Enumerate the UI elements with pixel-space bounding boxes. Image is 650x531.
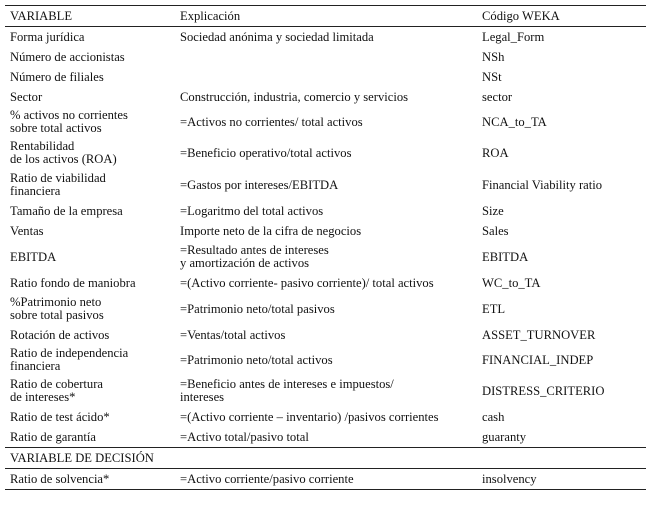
cell-variable: Rotación de activos — [10, 327, 110, 342]
cell-codigo: WC_to_TA — [482, 275, 541, 290]
table-row — [5, 221, 646, 241]
cell-codigo: Legal_Form — [482, 29, 545, 44]
header-codigo-weka: Código WEKA — [477, 6, 646, 27]
cell-variable: Número de filiales — [10, 69, 104, 84]
cell-codigo: ETL — [482, 301, 506, 316]
cell-codigo: cash — [482, 409, 505, 424]
table-header-row — [5, 6, 646, 27]
cell-variable: Número de accionistas — [10, 49, 125, 64]
table-row — [5, 137, 646, 169]
cell-explicacion: =Patrimonio neto/total pasivos — [180, 301, 335, 316]
decision-section-header — [5, 448, 646, 469]
cell-explicacion: =Resultado antes de intereses y amortización de activos — [180, 243, 329, 270]
cell-explicacion: =Logaritmo del total activos — [180, 203, 324, 218]
table-row — [5, 375, 646, 407]
cell-explicacion: =Gastos por intereses/EBITDA — [180, 177, 339, 192]
table-row — [5, 407, 646, 427]
cell-explicacion: Construcción, industria, comercio y servicios — [180, 89, 409, 104]
cell-variable: %Patrimonio neto sobre total pasivos — [10, 295, 104, 322]
cell-explicacion: =Ventas/total activos — [180, 327, 286, 342]
table-row — [5, 273, 646, 293]
cell-explicacion: =(Activo corriente – inventario) /pasivos corrientes — [180, 409, 439, 424]
cell-variable: Tamaño de la empresa — [10, 203, 123, 218]
cell-variable: % activos no corrientes sobre total activos — [10, 108, 128, 135]
header-variable: VARIABLE — [5, 6, 175, 27]
cell-codigo: NSh — [482, 49, 505, 64]
cell-variable: Ratio de test ácido* — [10, 409, 110, 424]
table-row — [5, 67, 646, 87]
table-row — [5, 27, 646, 48]
decision-section-title: VARIABLE DE DECISIÓN — [5, 448, 646, 469]
variables-table — [5, 5, 646, 490]
header-explicacion: Explicación — [175, 6, 477, 27]
table-row — [5, 241, 646, 273]
cell-variable: Ventas — [10, 223, 44, 238]
table-row — [5, 107, 646, 137]
cell-codigo: Size — [482, 203, 504, 218]
cell-explicacion: Importe neto de la cifra de negocios — [180, 223, 362, 238]
cell-explicacion — [175, 47, 477, 67]
cell-codigo: DISTRESS_CRITERIO — [482, 383, 605, 398]
cell-variable: Rentabilidad de los activos (ROA) — [10, 139, 117, 166]
table-row — [5, 47, 646, 67]
table-row — [5, 293, 646, 325]
cell-variable: Ratio de independencia financiera — [10, 346, 129, 373]
cell-explicacion: =Activos no corrientes/ total activos — [180, 114, 363, 129]
table-row — [5, 345, 646, 375]
cell-explicacion: =Patrimonio neto/total activos — [180, 352, 333, 367]
cell-variable: Ratio de solvencia* — [5, 469, 175, 490]
cell-explicacion: =Activo total/pasivo total — [180, 429, 309, 444]
cell-codigo: insolvency — [477, 469, 646, 490]
cell-codigo: ROA — [482, 145, 509, 160]
table-row — [5, 325, 646, 345]
cell-codigo: EBITDA — [482, 249, 529, 264]
cell-variable: Ratio fondo de maniobra — [10, 275, 136, 290]
cell-codigo: sector — [482, 89, 513, 104]
cell-explicacion — [175, 67, 477, 87]
cell-variable: Sector — [10, 89, 43, 104]
cell-explicacion: =Beneficio operativo/total activos — [180, 145, 352, 160]
cell-codigo: guaranty — [482, 429, 527, 444]
cell-codigo: FINANCIAL_INDEP — [482, 352, 594, 367]
cell-explicacion: =Beneficio antes de intereses e impuestos/ intereses — [180, 377, 394, 404]
table-row — [5, 469, 646, 490]
table-row — [5, 87, 646, 107]
table-row — [5, 201, 646, 221]
cell-codigo: Sales — [482, 223, 509, 238]
cell-variable: Ratio de garantía — [10, 429, 97, 444]
cell-variable: EBITDA — [10, 249, 57, 264]
table-row — [5, 169, 646, 201]
cell-explicacion: =Activo corriente/pasivo corriente — [175, 469, 477, 490]
cell-variable: Forma jurídica — [10, 29, 85, 44]
table-row — [5, 427, 646, 448]
cell-variable: Ratio de viabilidad financiera — [10, 171, 106, 198]
cell-codigo: Financial Viability ratio — [482, 177, 603, 192]
cell-explicacion: =(Activo corriente- pasivo corriente)/ total activos — [180, 275, 434, 290]
cell-variable: Ratio de cobertura de intereses* — [10, 377, 104, 404]
cell-codigo: NSt — [482, 69, 502, 84]
cell-codigo: NCA_to_TA — [482, 114, 547, 129]
cell-codigo: ASSET_TURNOVER — [482, 327, 596, 342]
cell-explicacion: Sociedad anónima y sociedad limitada — [180, 29, 374, 44]
variables-table-container — [5, 5, 646, 490]
